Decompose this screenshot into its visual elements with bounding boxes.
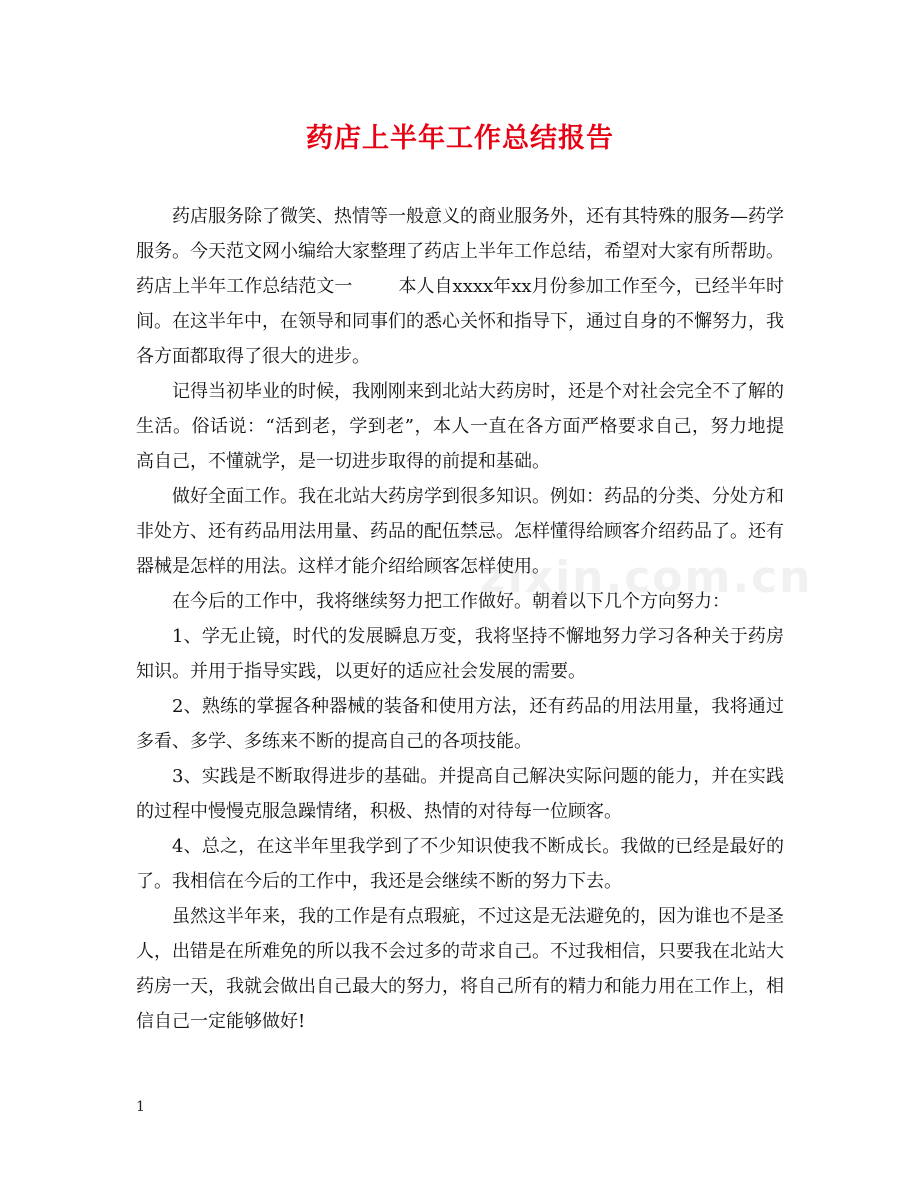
section-heading: 药店上半年工作总结范文一: [136, 276, 353, 297]
paragraph-future: 在今后的工作中，我将继续努力把工作做好。朝着以下几个方向努力：: [172, 591, 730, 612]
paragraph-conclusion: 虽然这半年来，我的工作是有点瑕疵，不过这是无法避免的，因为谁也不是圣人，出错是在所难免的所以我不会过多的苛求自己。不过我相信，只要我在北站大药房一天，我就会做出自己最大的努力，将自己所有的精力和能力用在工作上，相信自己一定能够做好!: [136, 906, 784, 1032]
page-number: 1: [136, 1099, 145, 1115]
paragraph-point-4: 4、总之，在这半年里我学到了不少知识使我不断成长。我做的已经是最好的了。我相信在今后的工作中，我还是会继续不断的努力下去。: [136, 836, 784, 892]
paragraph-graduation: 记得当初毕业的时候，我刚刚来到北站大药房时，还是个对社会完全不了解的生活。俗话说：“活到老，学到老”，本人一直在各方面严格要求自己，努力地提高自己，不懂就学，是一切进步取得的前提和基础。: [136, 381, 784, 472]
paragraph-point-2: 2、熟练的掌握各种器械的装备和使用方法，还有药品的用法用量，我将通过多看、多学、多练来不断的提高自己的各项技能。: [136, 696, 784, 752]
paragraph-point-1: 1、学无止镜，时代的发展瞬息万变，我将坚持不懈地努力学习各种关于药房知识。并用于指导实践，以更好的适应社会发展的需要。: [136, 626, 784, 682]
document-title: 药店上半年工作总结报告: [306, 123, 614, 154]
document-body: [136, 199, 784, 1039]
paragraph-section-one: [136, 269, 784, 374]
section-one-text: 本人自xxxx年xx月份参加工作至今，已经半年时间。在这半年中，在领导和同事们的悉心关怀和指导下，通过自身的不懈努力，我各方面都取得了很大的进步。: [136, 276, 784, 367]
paragraph-knowledge: 做好全面工作。我在北站大药房学到很多知识。例如：药品的分类、分处方和非处方、还有药品用法用量、药品的配伍禁忌。怎样懂得给顾客介绍药品了。还有器械是怎样的用法。这样才能介绍给顾客怎样使用。: [136, 486, 784, 577]
paragraph-point-3: 3、实践是不断取得进步的基础。并提高自己解决实际问题的能力，并在实践的过程中慢慢克服急躁情绪，积极、热情的对待每一位顾客。: [136, 766, 784, 822]
watermark: zixin.com.cn: [480, 552, 813, 603]
paragraph-intro: 药店服务除了微笑、热情等一般意义的商业服务外，还有其特殊的服务—药学服务。今天范文网小编给大家整理了药店上半年工作总结，希望对大家有所帮助。: [136, 206, 784, 262]
